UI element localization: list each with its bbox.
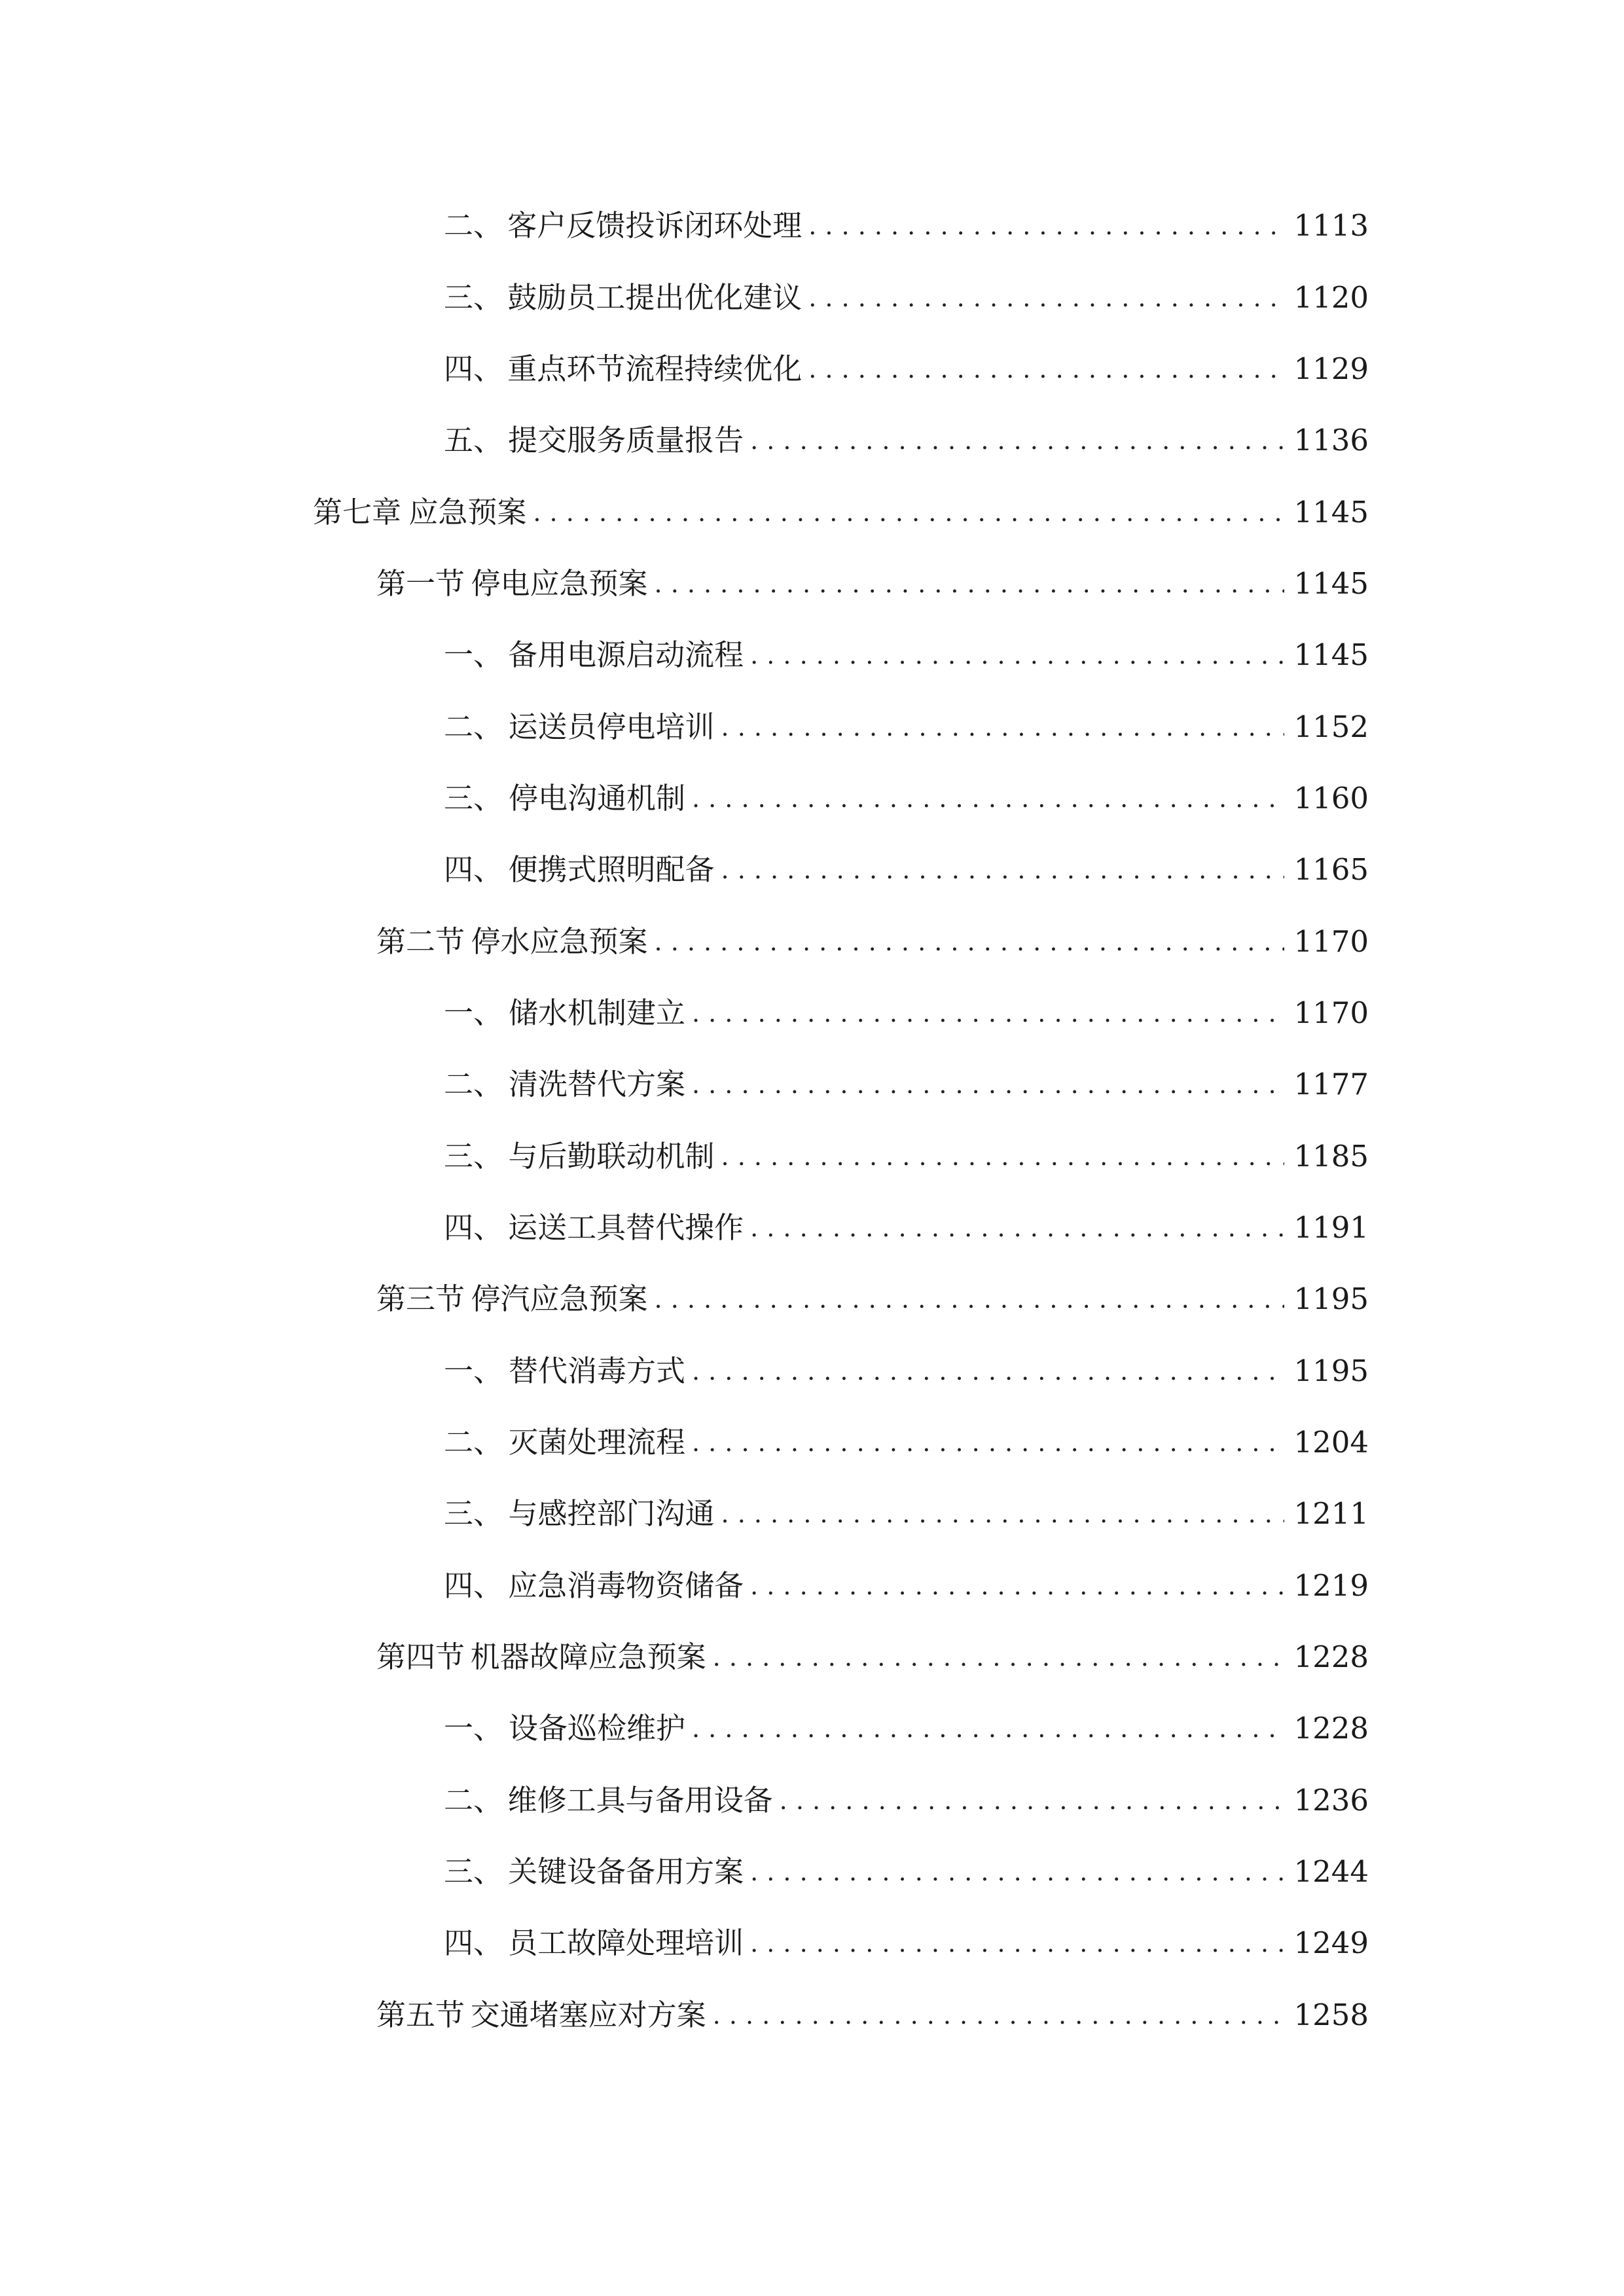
toc-entry-title: 交通堵塞应对方案 [470,1998,706,2032]
toc-entry-title: 与感控部门沟通 [508,1496,715,1531]
toc-entry-title: 停水应急预案 [471,924,648,959]
toc-entry[interactable] [444,844,1369,896]
toc-dot-leader [692,1702,1284,1755]
toc-dot-leader [533,486,1284,539]
toc-entry-number: 四、 [444,1926,503,1960]
toc-entry-page: 1165 [1293,852,1369,887]
toc-entry-page: 1129 [1293,351,1369,386]
toc-dot-leader [655,1273,1285,1325]
toc-entry[interactable] [444,1702,1369,1755]
toc-section-entry[interactable] [376,1273,1369,1325]
toc-entry-number: 一、 [444,996,503,1030]
toc-entry-title: 设备巡检维护 [508,1711,685,1746]
toc-entry[interactable] [444,1345,1369,1397]
toc-entry-page: 1228 [1293,1711,1369,1746]
toc-entry-page: 1113 [1293,208,1369,243]
toc-dot-leader [713,1989,1285,2041]
toc-entry-title: 运送员停电培训 [508,709,715,744]
toc-entry-page: 1120 [1293,280,1369,315]
toc-dot-leader [750,1846,1284,1898]
toc-entry-number: 三、 [444,781,503,816]
toc-entry-page: 1204 [1293,1425,1369,1460]
toc-entry-page: 1195 [1293,1354,1369,1388]
toc-entry-page: 1219 [1293,1568,1369,1603]
toc-entry-number: 二、 [444,208,503,243]
toc-entry[interactable] [444,1416,1369,1469]
toc-entry-title: 提交服务质量报告 [508,423,744,457]
toc-entry-title: 停电沟通机制 [508,781,685,816]
toc-entry-number: 第二节 [376,924,465,959]
toc-entry-number: 四、 [444,351,503,386]
toc-entry[interactable] [444,772,1369,825]
toc-entry-page: 1145 [1293,495,1369,529]
toc-dot-leader [692,987,1284,1039]
toc-entry-number: 三、 [444,1139,503,1174]
toc-entry[interactable] [444,1058,1369,1111]
toc-entry-page: 1145 [1293,566,1369,601]
toc-entry-number: 五、 [444,423,503,457]
toc-entry-page: 1177 [1293,1067,1369,1102]
toc-entry-page: 1152 [1293,709,1369,744]
toc-entry-title: 运送工具替代操作 [508,1210,744,1245]
toc-entry-title: 清洗替代方案 [508,1067,685,1102]
toc-dot-leader [692,1058,1284,1111]
toc-entry-title: 维修工具与备用设备 [507,1783,773,1818]
toc-entry-page: 1228 [1293,1640,1369,1674]
toc-dot-leader [750,1917,1284,1969]
toc-entry-number: 第五节 [376,1998,465,2032]
toc-entry-number: 第一节 [376,566,465,601]
toc-entry-title: 灭菌处理流程 [508,1425,685,1460]
toc-entry-title: 停电应急预案 [471,566,648,601]
toc-entry[interactable] [444,1846,1369,1898]
toc-section-entry[interactable] [376,1631,1369,1683]
toc-entry-title: 重点环节流程持续优化 [507,351,803,386]
toc-entry-title: 员工故障处理培训 [508,1926,744,1960]
toc-entry-number: 四、 [444,852,503,887]
toc-entry-number: 第七章 [313,495,402,529]
toc-entry[interactable] [444,414,1369,467]
toc-dot-leader [808,343,1284,395]
toc-entry[interactable] [444,1560,1369,1612]
toc-entry-page: 1244 [1293,1854,1369,1889]
toc-entry-page: 1160 [1293,781,1369,816]
toc-entry-page: 1249 [1293,1926,1369,1960]
toc-entry-number: 一、 [444,1354,503,1388]
toc-dot-leader [721,701,1285,753]
toc-dot-leader [655,558,1285,610]
toc-entry-page: 1191 [1293,1210,1369,1245]
toc-entry-page: 1236 [1293,1783,1369,1818]
toc-dot-leader [713,1631,1285,1683]
toc-entry-number: 二、 [444,1783,503,1818]
toc-entry[interactable] [444,1202,1369,1254]
toc-dot-leader [808,200,1284,252]
toc-section-entry[interactable] [376,558,1369,610]
toc-entry-title: 便携式照明配备 [508,852,715,887]
toc-entry-page: 1211 [1293,1496,1369,1531]
toc-entry-page: 1185 [1293,1139,1369,1174]
toc-section-entry[interactable] [376,1989,1369,2041]
toc-entry-number: 一、 [444,637,503,672]
toc-entry[interactable] [444,1917,1369,1969]
toc-entry-page: 1145 [1293,637,1369,672]
toc-dot-leader [721,1488,1285,1540]
toc-dot-leader [750,414,1284,467]
toc-dot-leader [692,772,1284,825]
toc-entry-title: 鼓励员工提出优化建议 [507,280,803,315]
toc-dot-leader [750,1202,1284,1254]
toc-entry[interactable] [444,272,1369,324]
toc-entry-number: 三、 [444,1496,503,1531]
toc-entry-title: 应急预案 [408,495,527,529]
toc-dot-leader [721,844,1285,896]
toc-entry-number: 四、 [444,1210,503,1245]
toc-entry-title: 替代消毒方式 [508,1354,685,1388]
toc-entry[interactable] [444,987,1369,1039]
toc-entry[interactable] [444,200,1369,252]
toc-entry-page: 1258 [1293,1998,1369,2032]
toc-dot-leader [780,1774,1285,1827]
toc-entry-title: 停汽应急预案 [471,1282,648,1316]
toc-dot-leader [692,1416,1284,1469]
toc-chapter-entry[interactable] [313,486,1369,539]
toc-entry-number: 二、 [444,1067,503,1102]
toc-entry-number: 第四节 [376,1640,465,1674]
toc-entry[interactable] [444,1130,1369,1183]
toc-entry-number: 三、 [444,280,503,315]
toc-dot-leader [692,1345,1284,1397]
toc-entry[interactable] [444,701,1369,753]
toc-section-entry[interactable] [376,916,1369,968]
toc-entry[interactable] [444,343,1369,395]
toc-entry-title: 机器故障应急预案 [470,1640,706,1674]
toc-entry[interactable] [444,1488,1369,1540]
toc-entry-title: 储水机制建立 [508,996,685,1030]
toc-entry-number: 二、 [444,1425,503,1460]
toc-entry-title: 客户反馈投诉闭环处理 [507,208,803,243]
toc-entry-number: 四、 [444,1568,503,1603]
toc-entry-page: 1170 [1293,996,1369,1030]
toc-dot-leader [808,272,1284,324]
toc-entry-number: 三、 [444,1854,503,1889]
toc-dot-leader [655,916,1285,968]
toc-dot-leader [750,1560,1284,1612]
toc-dot-leader [721,1130,1285,1183]
toc-entry[interactable] [444,629,1369,681]
toc-entry[interactable] [444,1774,1369,1827]
toc-entry-number: 第三节 [376,1282,465,1316]
toc-entry-title: 应急消毒物资储备 [508,1568,744,1603]
toc-entry-page: 1195 [1293,1282,1369,1316]
toc-entry-title: 备用电源启动流程 [508,637,744,672]
toc-entry-page: 1170 [1293,924,1369,959]
toc-entry-number: 一、 [444,1711,503,1746]
toc-entry-title: 关键设备备用方案 [508,1854,744,1889]
toc-entry-title: 与后勤联动机制 [508,1139,715,1174]
toc-entry-page: 1136 [1293,423,1369,457]
toc-dot-leader [750,629,1284,681]
toc-entry-number: 二、 [444,709,503,744]
